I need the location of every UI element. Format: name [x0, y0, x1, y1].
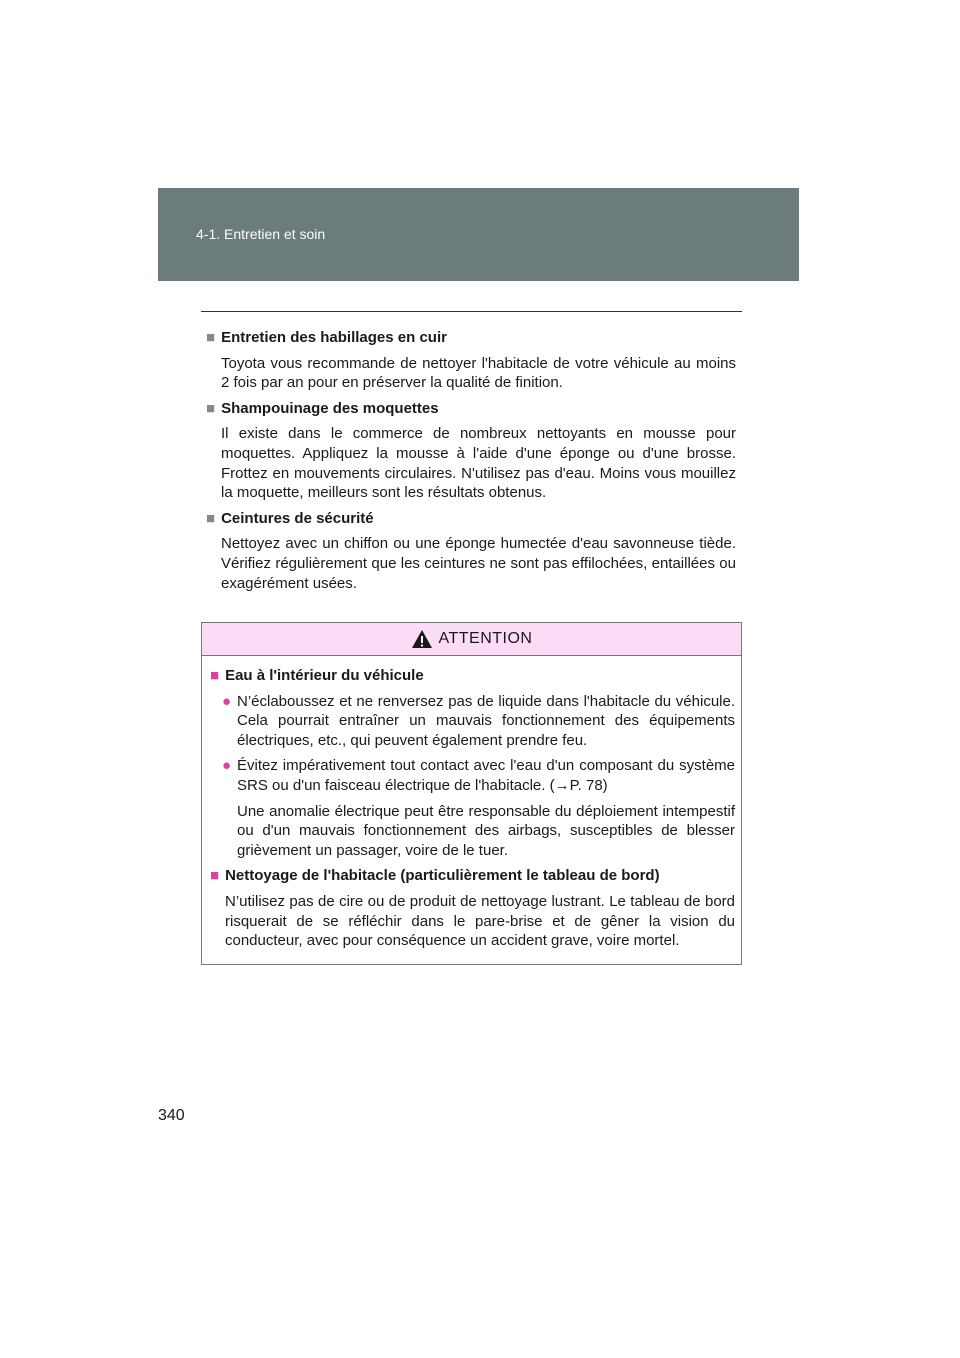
square-bullet-icon: ■ — [206, 399, 216, 417]
list-item: ● N’éclaboussez et ne renversez pas de liquide dans l'habitacle du véhicule. Cela pourrait entraîner un mauvais fonctionnement des équipements électriques, etc., qui peuvent également prendre feu. — [222, 692, 735, 749]
section-text: Toyota vous recommande de nettoyer l'habitacle de votre véhicule au moins 2 fois par an pour en préserver la qualité de finition. — [221, 354, 736, 392]
warning-heading: Eau à l'intérieur du véhicule — [225, 667, 424, 684]
main-content — [206, 328, 736, 599]
section-heading: Shampouinage des moquettes — [221, 399, 439, 417]
section-heading: Ceintures de sécurité — [221, 509, 374, 527]
divider — [201, 311, 742, 312]
section-leather — [206, 328, 736, 393]
square-bullet-icon: ■ — [206, 509, 216, 527]
warning-box — [201, 622, 742, 965]
warning-triangle-icon — [411, 629, 433, 649]
warning-header — [202, 623, 741, 656]
square-bullet-icon: ■ — [206, 329, 216, 346]
warning-heading: Nettoyage de l'habitacle (particulièrement le tableau de bord) — [225, 867, 660, 885]
header-band — [158, 188, 799, 281]
list-item: ● Évitez impérativement tout contact avec l'eau d'un composant du système SRS ou d'un faisceau électrique de l'habitacle. (→P. 78) — [222, 757, 735, 794]
warning-title: ATTENTION — [438, 630, 533, 647]
section-title: 4-1. Entretien et soin — [196, 226, 326, 242]
section-text: Il existe dans le commerce de nombreux nettoyants en mousse pour moquettes. Appliquez la mousse à l'aide d'une éponge ou d'une brosse. Frottez en mouvements circulaires. N'utilisez pas d'eau. Moins vous mouillez la moquette, meilleurs sont les résultats obtenus. — [221, 425, 736, 502]
warning-text: N’utilisez pas de cire ou de produit de nettoyage lustrant. Le tableau de bord risquerait de se réfléchir dans le pare-brise et de gêner la vision du conducteur, avec pour conséquence un accident grave, voire mortel. — [225, 892, 735, 950]
circle-bullet-icon: ● — [222, 692, 232, 710]
warning-note: Une anomalie électrique peut être responsable du déploiement intempestif ou d'un mauvais fonctionnement des airbags, susceptibles de blesser grièvement un passager, voire de le tuer. — [237, 802, 735, 859]
section-carpet — [206, 399, 736, 503]
section-belts — [206, 509, 736, 593]
page-number: 340 — [158, 1107, 185, 1124]
circle-bullet-icon: ● — [222, 757, 232, 775]
square-bullet-icon: ■ — [210, 667, 220, 684]
section-heading: Entretien des habillages en cuir — [221, 329, 447, 346]
warning-body — [202, 656, 741, 951]
section-text: Nettoyez avec un chiffon ou une éponge humectée d'eau savonneuse tiède. Vérifiez régulièrement que les ceintures ne sont pas effilochées, entaillées ou exagérément usées. — [221, 535, 736, 592]
square-bullet-icon: ■ — [210, 867, 220, 885]
